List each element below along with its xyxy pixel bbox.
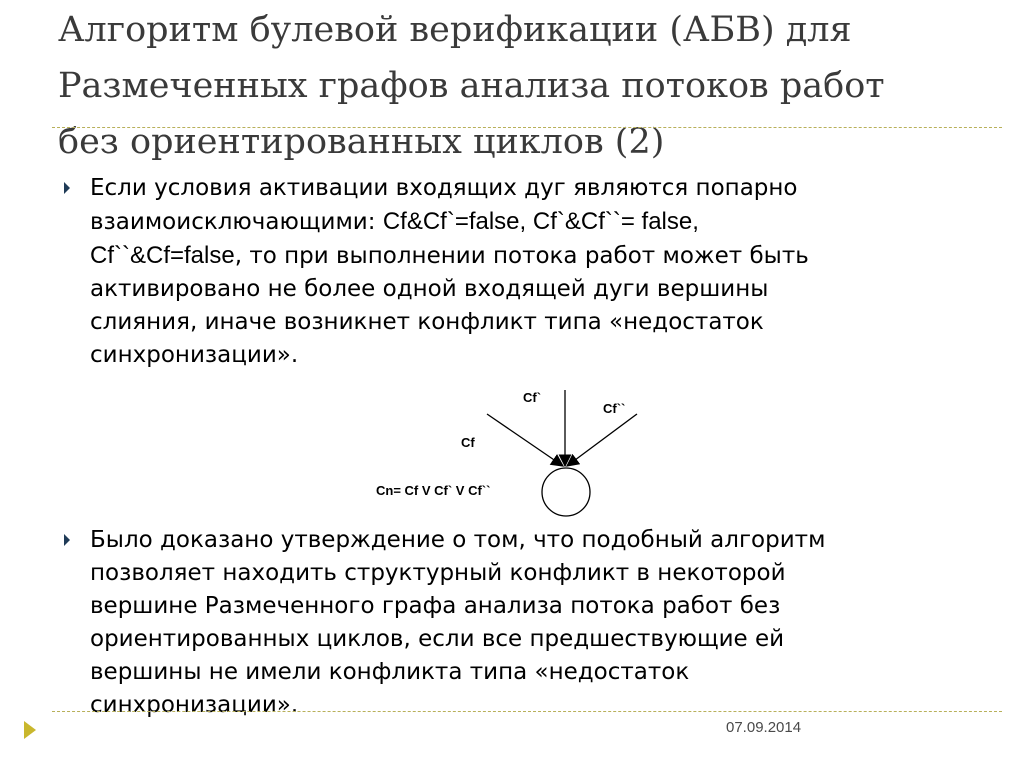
footer-date: 07.09.2014: [726, 719, 802, 736]
bullet-2-line: позволяет находить структурный конфликт в некоторой: [90, 560, 786, 586]
arc-label-right: Cf``: [603, 401, 626, 416]
formula-text: Cf&Cf`=false, Cf`&Cf``= false,: [382, 208, 699, 235]
footer-triangle-icon: [24, 721, 36, 739]
title-line-1: Алгоритм булевой верификации (АБВ) для: [58, 10, 852, 50]
arc-label-left: Cf: [461, 435, 475, 450]
bullet-1-line: Cf``&Cf=false, то при выполнении потока работ может быть: [90, 242, 809, 269]
title-line-2: Размеченных графов анализа потоков работ: [58, 66, 885, 106]
title-line-3: без ориентированных циклов (2): [58, 122, 665, 162]
slide-title: [58, 2, 958, 170]
merge-node: [542, 468, 590, 516]
bullet-2-line: ориентированных циклов, если все предшествующие ей: [90, 626, 785, 652]
incoming-arc-right: [567, 414, 637, 466]
bullet-2-line: синхронизации».: [90, 692, 299, 718]
bullet-arrow-icon: [64, 534, 70, 546]
title-divider: [52, 127, 1002, 128]
bullet-2-line: вершины не имели конфликта типа «недостаток: [90, 659, 690, 685]
bullet-arrow-icon: [64, 182, 70, 194]
footer-divider: [52, 711, 1002, 712]
bullet-2-text: [90, 524, 825, 722]
formula-text: Cf``&Cf=false: [90, 242, 235, 269]
bullet-1-line: синхронизации».: [90, 342, 299, 368]
bullet-1-line: Если условия активации входящих дуг являются попарно: [90, 175, 798, 201]
bullet-2-line: Было доказано утверждение о том, что подобный алгоритм: [90, 527, 826, 553]
merge-node-diagram: [360, 380, 660, 520]
bullet-1-line: взаимоисключающими: Cf&Cf`=false, Cf`&Cf``= false,: [90, 208, 699, 235]
merge-node-label: Cn= Cf V Cf` V Cf``: [376, 483, 491, 498]
arc-label-top: Cf`: [523, 390, 542, 405]
bullet-1-line: активировано не более одной входящей дуги вершины: [90, 276, 769, 302]
incoming-arc-left: [487, 414, 563, 466]
bullet-1-line: слияния, иначе возникнет конфликт типа «недостаток: [90, 309, 764, 335]
bullet-1-text: [90, 172, 809, 372]
bullet-2-line: вершине Размеченного графа анализа потока работ без: [90, 593, 781, 619]
